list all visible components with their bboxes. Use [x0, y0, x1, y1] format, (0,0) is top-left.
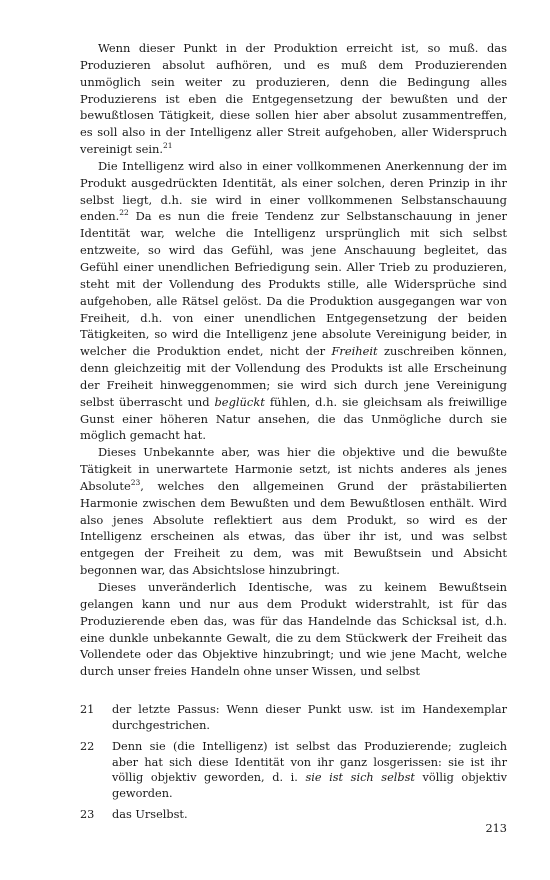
- footnote: [80, 739, 507, 801]
- text-run: zuschreiben können, denn gleichzeitig mit der Vollendung des Produkts ist alle Erscheinung der Freiheit hinweggenommen; sie wird sich durch jene Vereinigung selbst überrascht und: [80, 344, 507, 409]
- text-run: der letzte Passus: Wenn dieser Punkt usw. ist im Handexemplar durchgestrichen.: [112, 703, 507, 732]
- footnote: [80, 702, 507, 733]
- paragraph: [80, 158, 507, 444]
- footnote-marker: 21: [163, 141, 173, 151]
- text-run: Dieses Unbekannte aber, was hier die objektive und die bewußte Tätigkeit in unerwartete Harmonie setzt, ist nichts anderes als jenes Absolute: [80, 445, 507, 493]
- main-text: [80, 40, 507, 680]
- text-run: Denn sie (die Intelligenz) ist selbst das Produzierende; zugleich aber hat sich diese Identität von ihr ganz losgerissen: sie ist ihr völlig objektiv geworden, d. i.: [112, 740, 507, 784]
- footnote-marker: 23: [130, 478, 141, 488]
- text-run: Dieses unveränderlich Identische, was zu keinem Bewußtsein gelangen kann und nur aus dem Produkt widerstrahlt, ist für das Produzierende eben das, was für das Handelnde das Schicksal ist, d.h. eine dunkle unbekannte Gewalt, die zu dem Stückwerk der Freiheit das Vollendete oder das Objektive hinzubringt; und wie jene Macht, welche durch unser freies Handeln ohne unser Wissen, und selbst: [80, 580, 507, 679]
- text-run: Wenn dieser Punkt in der Produktion erreicht ist, so muß. das Produzieren absolut aufhören, und es muß dem Produzierenden unmöglich sein weiter zu produzieren, denn die Bedingung alles Produzierens ist eben die Entgegensetzung der bewußten und der bewußtlosen Tätigkeit, diese sollen hier aber absolut zusammentreffen, es soll also in der Intelligenz aller Streit aufgehoben, aller Widerspruch vereinigt sein.: [80, 41, 507, 157]
- text-run: Da es nun die freie Tendenz zur Selbstanschauung in jener Identität war, welche die Intelligenz ursprünglich mit sich selbst entzweite, so wird das Gefühl, was jene Anschauung begleitet, das Gefühl einer unendlichen Befriedigung sein. Aller Trieb zu produzieren, steht mit der Vollendung des Produkts stille, alle Widersprüche sind aufgehoben, alle Rätsel gelöst. Da die Produktion ausgegangen war von Freiheit, d.h. von einer unendlichen Entgegensetzung der beiden Tätigkeiten, so wird die Intelligenz jene absolute Vereinigung beider, in welcher die Produktion endet, nicht der: [80, 209, 507, 359]
- paragraph: [80, 40, 507, 158]
- paragraph: [80, 444, 507, 579]
- footnote-marker: 22: [119, 208, 129, 218]
- footnote: [80, 807, 507, 823]
- text-run: völlig objektiv geworden.: [112, 771, 507, 800]
- text-run: das Urselbst.: [112, 808, 188, 821]
- emphasis: sie ist sich selbst: [305, 771, 415, 784]
- text-run: , welches den allgemeinen Grund der prästabilierten Harmonie zwischen dem Bewußten und dem Bewußtlosen enthält. Wird also jenes Absolute reflektiert aus dem Produkt, so wird es der Intelligenz erscheinen als etwas, das über ihr ist, und was selbst entgegen der Freiheit zu dem, was mit Bewußtsein und Absicht begonnen war, das Absichtslose hinzubringt.: [80, 478, 507, 578]
- page-number: 213: [485, 822, 507, 835]
- text-run: fühlen, d.h. sie gleichsam als freiwillige Gunst einer höheren Natur ansehen, die das Unmögliche durch sie möglich gemacht hat.: [80, 394, 507, 443]
- footnote-text: [112, 740, 507, 800]
- footnote-number: 22: [80, 740, 95, 753]
- emphasis: beglückt: [214, 394, 265, 409]
- footnote-text: [112, 703, 507, 732]
- footnote-text: [112, 808, 188, 821]
- text-run: Die Intelligenz wird also in einer vollkommenen Anerkennung der im Produkt ausgedrückten Identität, als einer solchen, deren Prinzip in ihr selbst liegt, d.h. sie wird in einer vollkommenen Selbstanschauung enden.: [80, 158, 507, 224]
- emphasis: Freiheit: [331, 344, 378, 359]
- footnotes: [80, 702, 507, 829]
- footnote-number: 23: [80, 808, 95, 821]
- paragraph: [80, 579, 507, 680]
- footnote-number: 21: [80, 703, 95, 716]
